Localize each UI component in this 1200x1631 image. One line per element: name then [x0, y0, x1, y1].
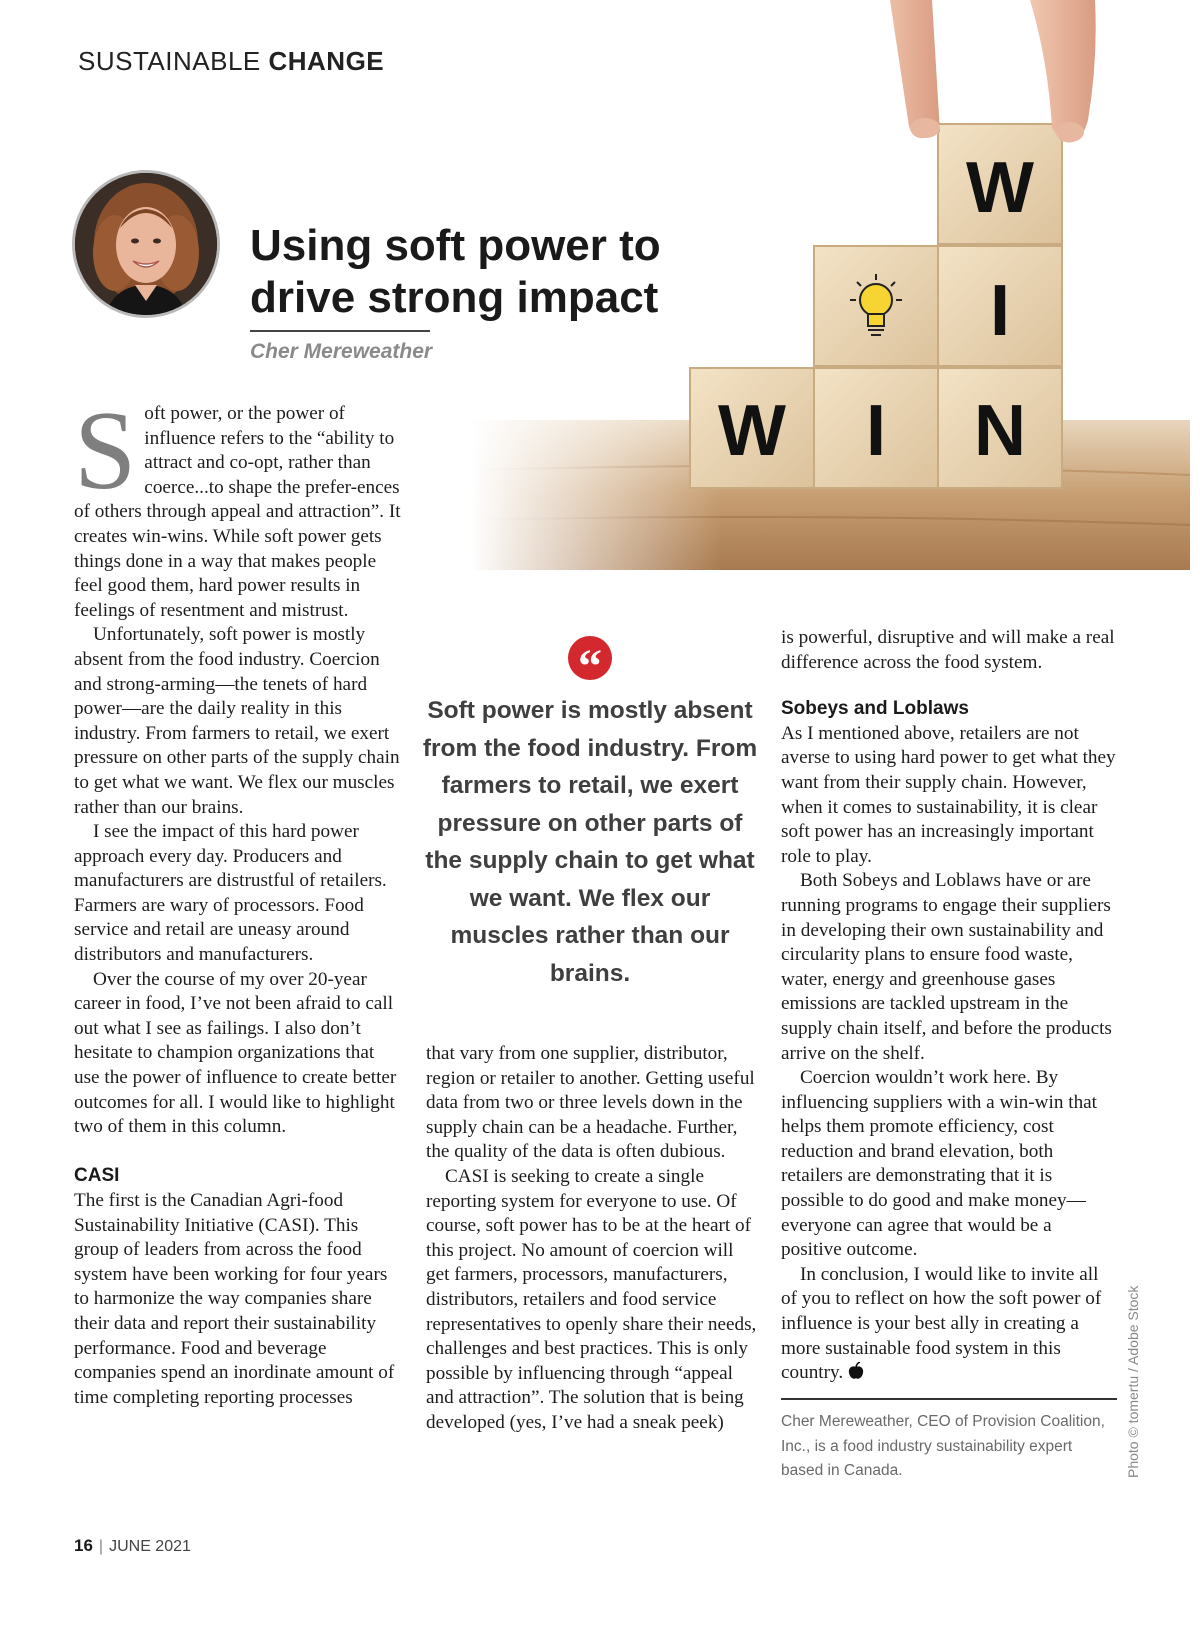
- paragraph: Unfortunately, soft power is mostly absent from the food industry. Coercion and strong-arming—the tenets of hard power—are the daily reality in this industry. From farmers to retail, we exert pressure on other parts of the supply chain to get what we want. We flex our muscles rather than our brains.: [74, 624, 400, 818]
- article-column-1: [74, 389, 402, 1410]
- paragraph: The first is the Canadian Agri-food Sustainability Initiative (CASI). This group of leaders from across the food system have been working for four years to harmonize the way companies share their data and report their sustainability performance. Food and beverage companies spend an inordinate amount of time completing reporting processes: [74, 1190, 395, 1408]
- paragraph: that vary from one supplier, distributor, region or retailer to another. Getting useful data from two or three levels down in the supply chain can be a headache. Further, the quality of the data is often dubious.: [426, 1043, 755, 1163]
- subheading-casi: CASI: [74, 1165, 120, 1187]
- closing-paragraph: [781, 1263, 1117, 1386]
- title-divider: [250, 330, 430, 332]
- article-title: Using soft power to drive strong impact: [250, 221, 661, 322]
- paragraph: Over the course of my over 20-year career in food, I’ve not been afraid to call out what I see as failings. I also don’t hesitate to champion organizations that use the power of influence to create better outcomes for all. I would like to highlight two of them in this column.: [74, 968, 397, 1138]
- intro-paragraph: [74, 389, 402, 623]
- section-label-bold: CHANGE: [268, 46, 385, 76]
- hand-illustration: [875, 0, 1096, 143]
- author-bio: Cher Mereweather, CEO of Provision Coalition, Inc., is a food industry sustainability expert based in Canada.: [781, 1413, 1105, 1480]
- block-letter-i-middle: I: [989, 271, 1011, 351]
- paragraph: I see the impact of this hard power approach every day. Producers and manufacturers are distrustful of retailers. Farmers are wary of processors. Food service and retail are uneasy around distributors and manufacturers.: [74, 821, 387, 966]
- article-column-3: [781, 626, 1117, 1386]
- block-letter-w: W: [718, 391, 786, 471]
- photo-credit: Photo © tomertu / Adobe Stock: [1125, 1285, 1141, 1478]
- section-label: [78, 46, 384, 77]
- page-footer: [74, 1536, 191, 1556]
- pull-quote: Soft power is mostly absent from the food industry. From farmers to retail, we exert pressure on other parts of the supply chain to get what we want. We flex our muscles rather than our brains.: [422, 697, 758, 987]
- win-blocks-illustration: [470, 0, 1190, 590]
- paragraph: is powerful, disruptive and will make a real difference across the food system.: [781, 627, 1115, 673]
- paragraph: CASI is seeking to create a single reporting system for everyone to use. Of course, soft power has to be at the heart of this project. No amount of coercion will get farmers, processors, manufacturers, distributors, retailers and food service representatives to openly share their needs, challenges and best practices. This is only possible by influencing through “appeal and attraction”. The solution that is being developed (yes, I’ve had a sneak peek): [426, 1165, 757, 1433]
- section-label-light: SUSTAINABLE: [78, 46, 269, 76]
- author-portrait: [75, 173, 217, 315]
- block-letter-n: N: [974, 391, 1026, 471]
- closing-text: In conclusion, I would like to invite all of you to reflect on how the soft power of influence is your best ally in creating a more sustainable food system in this country.: [781, 1263, 1102, 1384]
- bio-divider: [781, 1398, 1117, 1400]
- block-letter-i: I: [865, 391, 887, 471]
- spacer: [781, 675, 1117, 697]
- intro-text: oft power, or the power of influence refers to the “ability to attract and co-opt, rather than coerce...to shape the prefer-ences of others through appeal and attraction”. It creates win-wins. While soft power gets things done in a way that makes people feel good them, hard power results in feelings of resentment and mistrust.: [74, 403, 401, 621]
- subheading-sobeys-loblaws: Sobeys and Loblaws: [781, 698, 969, 720]
- quote-icon: “: [568, 636, 612, 680]
- apple-end-icon: [848, 1362, 864, 1380]
- drop-cap: S: [74, 389, 137, 513]
- hero-image: [470, 0, 1190, 590]
- page-number: 16: [74, 1536, 93, 1555]
- footer-separator: |: [98, 1538, 104, 1555]
- paragraph: As I mentioned above, retailers are not averse to using hard power to get what they want from their supply chain. However, when it comes to sustainability, it is clear soft power has an increasingly important role to play.: [781, 722, 1116, 867]
- paragraph: Both Sobeys and Loblaws have or are running programs to engage their suppliers in developing their own sustainability and circularity plans to ensure food waste, water, energy and greenhouse gases emissions are tackled upstream in the supply chain itself, and before the products arrive on the shelf.: [781, 870, 1112, 1064]
- paragraph: Coercion wouldn’t work here. By influencing suppliers with a win-win that helps them promote efficiency, cost reduction and brand elevation, both retailers are demonstrating that it is possible to do good and make money—everyone can agree that would be a positive outcome.: [781, 1067, 1098, 1261]
- issue-date: JUNE 2021: [109, 1538, 191, 1555]
- article-column-2: [426, 1042, 759, 1436]
- spacer: [74, 1140, 402, 1165]
- author-avatar: [72, 170, 220, 318]
- author-byline: Cher Mereweather: [250, 340, 433, 363]
- block-letter-w-top: W: [966, 148, 1034, 228]
